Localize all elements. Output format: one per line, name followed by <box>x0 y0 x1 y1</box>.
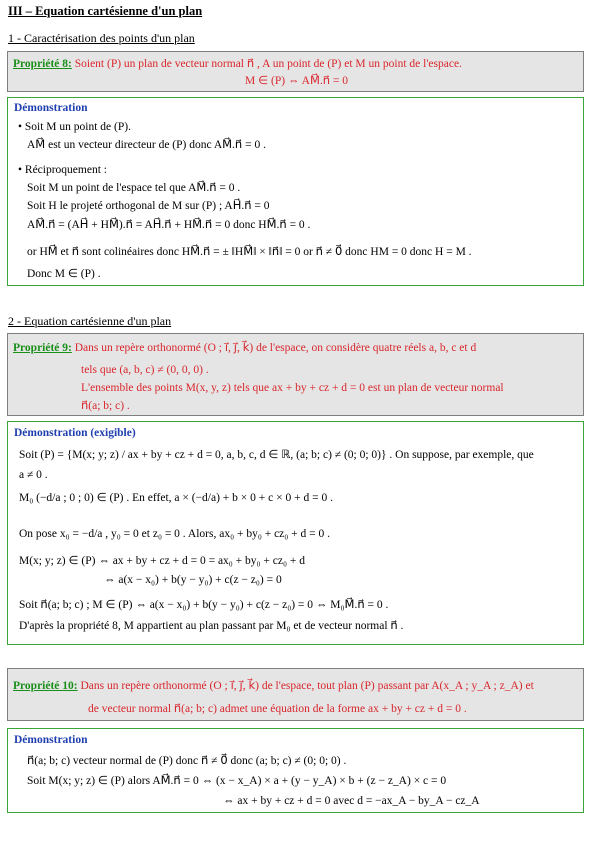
demo8-line-7: or HM⃗ et n⃗ sont colinéaires donc HM⃗.n⃗ = ± ‖HM⃗‖ × ‖n⃗‖ = 0 or n⃗ ≠ 0⃗ donc HM = 0 donc H = M . <box>27 246 472 258</box>
property-10-label: Propriété 10: <box>13 680 78 692</box>
demo8-line-2: AM⃗ est un vecteur directeur de (P) donc AM⃗.n⃗ = 0 . <box>27 139 266 151</box>
demo9-line-3: M₀ (−d/a ; 0 ; 0) ∈ (P) . En effet, a × (−d/a) + b × 0 + c × 0 + d = 0 . <box>19 492 333 504</box>
demo8-line-6: AM⃗.n⃗ = (AH⃗ + HM⃗).n⃗ = AH⃗.n⃗ + HM⃗.n⃗ = 0 donc HM⃗.n⃗ = 0 . <box>27 219 311 231</box>
property-10-text-1: Dans un repère orthonormé (O ; i⃗, j⃗, k⃗) de l'espace, tout plan (P) passant par A(x_A ; y_A ; z_A) et <box>80 680 534 692</box>
property-9-line-1 <box>13 341 476 355</box>
property-9-text-3: L'ensemble des points M(x, y, z) tels que ax + by + cz + d = 0 est un plan de vecteur normal <box>81 382 504 394</box>
demonstration-10-title: Démonstration <box>14 734 88 746</box>
demonstration-8-box <box>7 97 584 286</box>
demonstration-9-box <box>7 421 584 645</box>
property-9-label: Propriété 9: <box>13 342 72 354</box>
demo9-line-7: Soit n⃗(a; b; c) ; M ∈ (P) ⇔ a(x − x₀) + b(y − y₀) + c(z − z₀) = 0 ⇔ M₀M⃗.n⃗ = 0 . <box>19 599 389 611</box>
demonstration-9-title: Démonstration (exigible) <box>14 427 136 439</box>
demo8-line-4: Soit M un point de l'espace tel que AM⃗.n⃗ = 0 . <box>27 182 241 194</box>
page-title: III – Equation cartésienne d'un plan <box>8 4 203 18</box>
property-9-text-4: n⃗(a; b; c) . <box>81 400 130 412</box>
demonstration-8-title: Démonstration <box>14 102 88 114</box>
property-8-text: Soient (P) un plan de vecteur normal n⃗ , A un point de (P) et M un point de l'espace. <box>74 58 462 70</box>
property-9-text-1: Dans un repère orthonormé (O ; i⃗, j⃗, k⃗) de l'espace, on considère quatre réels a, b, c et d <box>74 342 477 354</box>
property-8-statement <box>13 57 462 71</box>
demo9-line-8: D'après la propriété 8, M appartient au plan passant par M₀ et de vecteur normal n⃗ . <box>19 620 404 632</box>
demo8-line-1: • Soit M un point de (P). <box>18 121 131 133</box>
demo10-line-1: n⃗(a; b; c) vecteur normal de (P) donc n⃗ ≠ 0⃗ donc (a; b; c) ≠ (0; 0; 0) . <box>27 755 347 767</box>
demo9-line-4: On pose x₀ = −d/a , y₀ = 0 et z₀ = 0 . Alors, ax₀ + by₀ + cz₀ + d = 0 . <box>19 528 331 540</box>
demo10-line-3: ⇔ ax + by + cz + d = 0 avec d = −ax_A − by_A − cz_A <box>223 795 480 807</box>
demo8-line-3: • Réciproquement : <box>18 164 107 176</box>
property-8-formula: M ∈ (P) ⇔ AM⃗.n⃗ = 0 <box>245 75 349 87</box>
demo9-line-5: M(x; y; z) ∈ (P) ⇔ ax + by + cz + d = 0 = ax₀ + by₀ + cz₀ + d <box>19 555 305 567</box>
property-8-box <box>7 51 584 92</box>
property-9-text-2: tels que (a, b, c) ≠ (0, 0, 0) . <box>81 364 209 376</box>
property-9-box <box>7 333 584 416</box>
demo10-line-2: Soit M(x; y; z) ∈ (P) alors AM⃗.n⃗ = 0 ⇔ (x − x_A) × a + (y − y_A) × b + (z − z_A) × c = 0 <box>27 775 447 787</box>
demonstration-10-box <box>7 728 584 813</box>
property-10-text-2: de vecteur normal n⃗(a; b; c) admet une équation de la forme ax + by + cz + d = 0 . <box>88 703 467 715</box>
demo9-line-1: Soit (P) = {M(x; y; z) / ax + by + cz + d = 0, a, b, c, d ∈ ℝ, (a; b; c) ≠ (0; 0; 0)} . On suppose, par exemple, que <box>19 449 534 461</box>
property-8-label: Propriété 8: <box>13 58 72 70</box>
demo9-line-2: a ≠ 0 . <box>19 469 48 481</box>
demo9-line-6: ⇔ a(x − x₀) + b(y − y₀) + c(z − z₀) = 0 <box>104 574 282 586</box>
property-10-box <box>7 668 584 721</box>
property-10-line-1 <box>13 679 534 693</box>
demo8-line-5: Soit H le projeté orthogonal de M sur (P) ; AH⃗.n⃗ = 0 <box>27 200 270 212</box>
section-1-title: 1 - Caractérisation des points d'un plan <box>8 31 195 45</box>
section-2-title: 2 - Equation cartésienne d'un plan <box>8 314 172 328</box>
demo8-line-8: Donc M ∈ (P) . <box>27 268 101 280</box>
